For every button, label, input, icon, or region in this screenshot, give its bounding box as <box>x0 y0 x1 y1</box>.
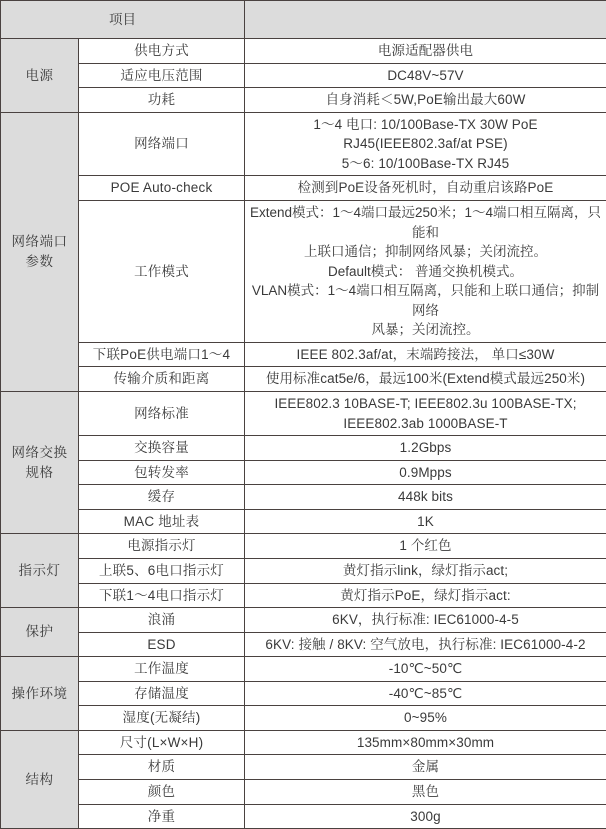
category-line: 网络端口 <box>5 232 74 252</box>
item-value-cell <box>245 460 606 485</box>
item-label-cell: 尺寸(L×W×H) <box>79 730 245 755</box>
item-label-cell: 颜色 <box>79 780 245 805</box>
category-line: 电源 <box>5 66 74 86</box>
table-row <box>1 657 606 682</box>
category-line: 参数 <box>5 252 74 272</box>
value-line: 448k bits <box>249 487 602 507</box>
item-label-cell: POE Auto-check <box>79 176 245 201</box>
table-row <box>1 681 606 706</box>
value-line: RJ45(IEEE802.3af/at PSE) <box>249 134 602 154</box>
value-line: IEEE 802.3af/at，末端跨接法， 单口≤30W <box>249 345 602 365</box>
item-value-cell <box>245 367 606 392</box>
table-row <box>1 755 606 780</box>
item-label-cell: 网络端口 <box>79 112 245 176</box>
value-line: 6KV，执行标准: IEC61000-4-5 <box>249 610 602 630</box>
table-row <box>1 804 606 829</box>
table-row <box>1 583 606 608</box>
category-cell <box>1 112 79 391</box>
item-label-cell: 下联1～4电口指示灯 <box>79 583 245 608</box>
table-row <box>1 112 606 176</box>
value-line: 黑色 <box>249 782 602 802</box>
item-label-cell: 上联5、6电口指示灯 <box>79 558 245 583</box>
table-row <box>1 436 606 461</box>
item-label-cell: 适应电压范围 <box>79 63 245 88</box>
item-label-cell: 工作模式 <box>79 200 245 342</box>
item-value-cell <box>245 780 606 805</box>
item-value-cell <box>245 342 606 367</box>
value-line: 135mm×80mm×30mm <box>249 733 602 753</box>
table-row <box>1 460 606 485</box>
item-label-cell: 材质 <box>79 755 245 780</box>
item-value-cell <box>245 558 606 583</box>
item-label-cell: 功耗 <box>79 88 245 113</box>
value-line: -10℃~50℃ <box>249 659 602 679</box>
table-row <box>1 392 606 436</box>
item-value-cell <box>245 39 606 64</box>
item-label-cell: 湿度(无凝结) <box>79 706 245 731</box>
item-label-cell: 工作温度 <box>79 657 245 682</box>
item-value-cell <box>245 632 606 657</box>
table-row <box>1 730 606 755</box>
item-label-cell: 存储温度 <box>79 681 245 706</box>
item-value-cell <box>245 657 606 682</box>
item-value-cell <box>245 706 606 731</box>
header-cell-value <box>245 1 606 39</box>
table-row <box>1 88 606 113</box>
category-line: 网络交换 <box>5 443 74 463</box>
item-value-cell <box>245 608 606 633</box>
item-label-cell: 电源指示灯 <box>79 534 245 559</box>
item-value-cell <box>245 176 606 201</box>
item-value-cell <box>245 63 606 88</box>
value-line: 6KV: 接触 / 8KV: 空气放电，执行标准: IEC61000-4-2 <box>249 635 602 655</box>
item-label-cell: ESD <box>79 632 245 657</box>
table-row <box>1 534 606 559</box>
table-row <box>1 608 606 633</box>
item-value-cell <box>245 755 606 780</box>
item-value-cell <box>245 436 606 461</box>
table-row <box>1 509 606 534</box>
table-row <box>1 176 606 201</box>
value-line: 检测到PoE设备死机时，自动重启该路PoE <box>249 178 602 198</box>
item-label-cell: 下联PoE供电端口1～4 <box>79 342 245 367</box>
value-line: IEEE802.3ab 1000BASE-T <box>249 414 602 434</box>
value-line: VLAN模式：1～4端口相互隔离，只能和上联口通信；抑制网络 <box>249 281 602 320</box>
category-cell <box>1 392 79 534</box>
value-line: 1.2Gbps <box>249 438 602 458</box>
table-row <box>1 200 606 342</box>
table-row <box>1 342 606 367</box>
value-line: 1 个红色 <box>249 536 602 556</box>
header-cell-title: 项目 <box>1 1 245 39</box>
value-line: 自身消耗＜5W,PoE输出最大60W <box>249 90 602 110</box>
value-line: -40℃~85℃ <box>249 684 602 704</box>
item-label-cell: 交换容量 <box>79 436 245 461</box>
category-line: 操作环境 <box>5 684 74 704</box>
category-line: 保护 <box>5 622 74 642</box>
table-header-row <box>1 1 606 39</box>
value-line: 上联口通信；抑制网络风暴；关闭流控。 <box>249 242 602 262</box>
value-line: 5～6: 10/100Base-TX RJ45 <box>249 154 602 174</box>
item-value-cell <box>245 730 606 755</box>
table-row <box>1 39 606 64</box>
category-line: 规格 <box>5 463 74 483</box>
value-line: 1～4 电口: 10/100Base-TX 30W PoE <box>249 115 602 135</box>
category-cell <box>1 608 79 657</box>
value-line: Default模式： 普通交换机模式。 <box>249 262 602 282</box>
value-line: 1K <box>249 512 602 532</box>
item-label-cell: MAC 地址表 <box>79 509 245 534</box>
item-label-cell: 净重 <box>79 804 245 829</box>
table-row <box>1 367 606 392</box>
category-cell <box>1 657 79 731</box>
value-line: IEEE802.3 10BASE-T; IEEE802.3u 100BASE-TX; <box>249 394 602 414</box>
table-row <box>1 485 606 510</box>
value-line: Extend模式：1～4端口最远250米；1～4端口相互隔离，只能和 <box>249 203 602 242</box>
category-cell <box>1 534 79 608</box>
item-value-cell <box>245 681 606 706</box>
table-row <box>1 632 606 657</box>
item-label-cell: 供电方式 <box>79 39 245 64</box>
item-label-cell: 网络标准 <box>79 392 245 436</box>
table-row <box>1 706 606 731</box>
item-value-cell <box>245 534 606 559</box>
value-line: 风暴；关闭流控。 <box>249 320 602 340</box>
item-value-cell <box>245 112 606 176</box>
table-row <box>1 558 606 583</box>
item-value-cell <box>245 88 606 113</box>
item-value-cell <box>245 509 606 534</box>
value-line: 电源适配器供电 <box>249 41 602 61</box>
item-value-cell <box>245 200 606 342</box>
category-line: 指示灯 <box>5 561 74 581</box>
item-label-cell: 浪涌 <box>79 608 245 633</box>
item-label-cell: 包转发率 <box>79 460 245 485</box>
category-cell <box>1 39 79 113</box>
item-value-cell <box>245 392 606 436</box>
value-line: 0.9Mpps <box>249 463 602 483</box>
table-row <box>1 780 606 805</box>
value-line: 金属 <box>249 757 602 777</box>
item-value-cell <box>245 804 606 829</box>
value-line: 300g <box>249 807 602 827</box>
value-line: 使用标准cat5e/6，最远100米(Extend模式最远250米) <box>249 369 602 389</box>
item-label-cell: 缓存 <box>79 485 245 510</box>
value-line: 黄灯指示PoE，绿灯指示act: <box>249 586 602 606</box>
value-line: DC48V~57V <box>249 66 602 86</box>
category-cell <box>1 730 79 828</box>
item-value-cell <box>245 583 606 608</box>
item-value-cell <box>245 485 606 510</box>
value-line: 0~95% <box>249 708 602 728</box>
category-line: 结构 <box>5 770 74 790</box>
value-line: 黄灯指示link，绿灯指示act; <box>249 561 602 581</box>
item-label-cell: 传输介质和距离 <box>79 367 245 392</box>
table-row <box>1 63 606 88</box>
